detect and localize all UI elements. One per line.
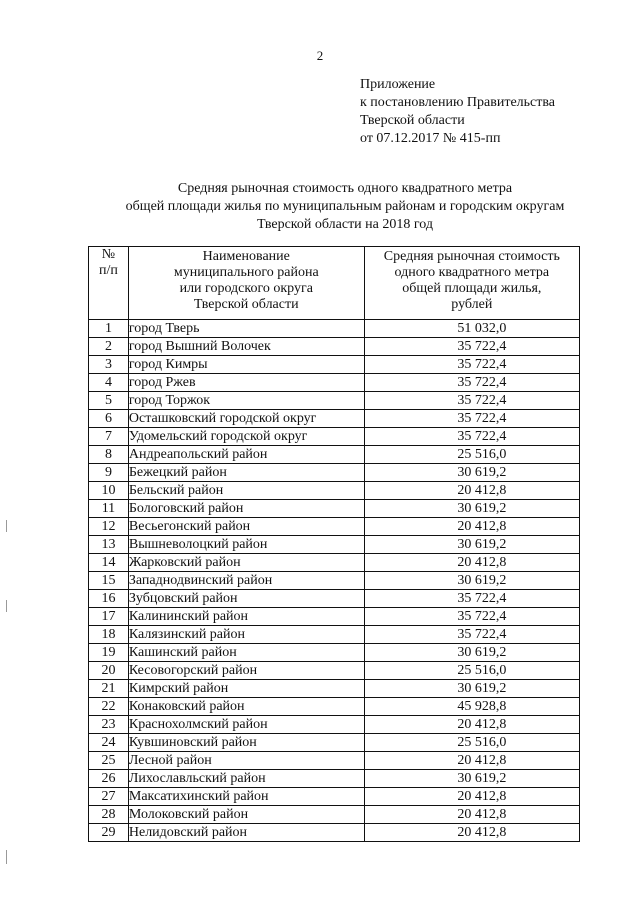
table-row <box>89 752 580 770</box>
price-value: 35 722,4 <box>457 392 507 408</box>
row-price-cell <box>364 752 579 770</box>
table-row <box>89 770 580 788</box>
appendix-block <box>360 76 555 148</box>
price-value: 25 516,0 <box>457 446 507 462</box>
table-row <box>89 428 580 446</box>
row-name-cell: Бежецкий район <box>128 464 364 482</box>
price-value: 30 619,2 <box>457 500 507 516</box>
row-price-cell <box>364 698 579 716</box>
header-text: Тверской области <box>193 297 299 312</box>
row-price-cell <box>364 626 579 644</box>
row-price-cell <box>364 320 579 338</box>
row-number-cell: 11 <box>89 500 129 518</box>
row-price-cell <box>364 356 579 374</box>
row-price-cell <box>364 464 579 482</box>
row-name-cell: Весьегонский район <box>128 518 364 536</box>
row-price-cell <box>364 338 579 356</box>
table-row <box>89 644 580 662</box>
table-row <box>89 716 580 734</box>
table-row <box>89 536 580 554</box>
header-price <box>364 247 579 320</box>
table-row <box>89 374 580 392</box>
table-row <box>89 338 580 356</box>
row-name-cell: Калязинский район <box>128 626 364 644</box>
price-value: 25 516,0 <box>457 662 507 678</box>
price-value: 20 412,8 <box>457 482 507 498</box>
row-price-cell <box>364 428 579 446</box>
row-price-cell <box>364 644 579 662</box>
row-number-cell: 2 <box>89 338 129 356</box>
row-number-cell: 17 <box>89 608 129 626</box>
table-header-row <box>89 247 580 320</box>
header-name <box>128 247 364 320</box>
row-number-cell: 4 <box>89 374 129 392</box>
table-row <box>89 482 580 500</box>
row-name-cell: Кесовогорский район <box>128 662 364 680</box>
row-name-cell: Жарковский район <box>128 554 364 572</box>
row-price-cell <box>364 734 579 752</box>
price-value: 20 412,8 <box>457 824 507 840</box>
row-name-cell: Кимрский район <box>128 680 364 698</box>
price-value: 20 412,8 <box>457 806 507 822</box>
price-value: 30 619,2 <box>457 680 507 696</box>
table-row <box>89 392 580 410</box>
row-price-cell <box>364 482 579 500</box>
scan-margin-mark <box>6 600 7 612</box>
row-price-cell <box>364 788 579 806</box>
row-number-cell: 24 <box>89 734 129 752</box>
row-price-cell <box>364 680 579 698</box>
row-number-cell: 7 <box>89 428 129 446</box>
row-name-cell: Кашинский район <box>128 644 364 662</box>
row-name-cell: Максатихинский район <box>128 788 364 806</box>
scan-margin-mark <box>6 520 7 532</box>
row-number-cell: 23 <box>89 716 129 734</box>
row-number-cell: 21 <box>89 680 129 698</box>
row-number-cell: 6 <box>89 410 129 428</box>
title-line: общей площади жилья по муниципальным районам и городским округам <box>125 199 565 214</box>
row-name-cell: Молоковский район <box>128 806 364 824</box>
row-number-cell: 20 <box>89 662 129 680</box>
row-price-cell <box>364 590 579 608</box>
row-name-cell: Зубцовский район <box>128 590 364 608</box>
price-value: 35 722,4 <box>457 356 507 372</box>
row-name-cell: Вышневолоцкий район <box>128 536 364 554</box>
price-value: 35 722,4 <box>457 608 507 624</box>
row-name-cell: Осташковский городской округ <box>128 410 364 428</box>
price-value: 20 412,8 <box>457 554 507 570</box>
row-number-cell: 15 <box>89 572 129 590</box>
row-number-cell: 27 <box>89 788 129 806</box>
table-row <box>89 626 580 644</box>
price-value: 35 722,4 <box>457 626 507 642</box>
row-number-cell: 13 <box>89 536 129 554</box>
row-price-cell <box>364 608 579 626</box>
title-line: Тверской области на 2018 год <box>256 217 433 232</box>
table-row <box>89 410 580 428</box>
row-name-cell: город Ржев <box>128 374 364 392</box>
price-value: 25 516,0 <box>457 734 507 750</box>
row-name-cell: Лесной район <box>128 752 364 770</box>
appendix-line: от 07.12.2017 № 415-пп <box>360 131 501 146</box>
price-value: 20 412,8 <box>457 716 507 732</box>
row-price-cell <box>364 446 579 464</box>
row-price-cell <box>364 770 579 788</box>
header-text: Наименование <box>202 249 290 264</box>
row-number-cell: 16 <box>89 590 129 608</box>
table-row <box>89 500 580 518</box>
table-row <box>89 356 580 374</box>
row-number-cell: 9 <box>89 464 129 482</box>
header-text: общей площади жилья, <box>402 281 542 296</box>
price-value: 51 032,0 <box>457 320 507 336</box>
row-price-cell <box>364 500 579 518</box>
price-value: 30 619,2 <box>457 572 507 588</box>
row-name-cell: город Вышний Волочек <box>128 338 364 356</box>
scan-margin-mark <box>6 850 7 864</box>
row-name-cell: Бельский район <box>128 482 364 500</box>
header-text: муниципального района <box>173 265 319 280</box>
row-name-cell: Нелидовский район <box>128 824 364 842</box>
header-text: или городского округа <box>179 281 313 296</box>
row-price-cell <box>364 572 579 590</box>
price-value: 35 722,4 <box>457 428 507 444</box>
table-row <box>89 824 580 842</box>
table-row <box>89 464 580 482</box>
price-value: 35 722,4 <box>457 410 507 426</box>
table-row <box>89 734 580 752</box>
price-value: 30 619,2 <box>457 770 507 786</box>
table-row <box>89 554 580 572</box>
row-name-cell: Западнодвинский район <box>128 572 364 590</box>
row-number-cell: 28 <box>89 806 129 824</box>
row-name-cell: Удомельский городской округ <box>128 428 364 446</box>
header-text: № <box>101 247 116 262</box>
price-value: 20 412,8 <box>457 752 507 768</box>
table-row <box>89 320 580 338</box>
price-value: 20 412,8 <box>457 518 507 534</box>
row-name-cell: Конаковский район <box>128 698 364 716</box>
row-number-cell: 5 <box>89 392 129 410</box>
header-num <box>89 247 129 320</box>
price-table <box>88 246 580 842</box>
price-value: 20 412,8 <box>457 788 507 804</box>
table-row <box>89 698 580 716</box>
row-name-cell: Краснохолмский район <box>128 716 364 734</box>
document-title <box>0 180 640 234</box>
row-price-cell <box>364 374 579 392</box>
appendix-line: Тверской области <box>360 113 465 128</box>
row-number-cell: 18 <box>89 626 129 644</box>
price-value: 30 619,2 <box>457 644 507 660</box>
table-row <box>89 608 580 626</box>
row-name-cell: город Торжок <box>128 392 364 410</box>
price-value: 30 619,2 <box>457 464 507 480</box>
row-number-cell: 3 <box>89 356 129 374</box>
table-row <box>89 518 580 536</box>
row-price-cell <box>364 518 579 536</box>
table-row <box>89 590 580 608</box>
row-price-cell <box>364 716 579 734</box>
row-price-cell <box>364 536 579 554</box>
table-row <box>89 680 580 698</box>
row-number-cell: 26 <box>89 770 129 788</box>
row-number-cell: 14 <box>89 554 129 572</box>
row-number-cell: 22 <box>89 698 129 716</box>
price-value: 35 722,4 <box>457 338 507 354</box>
header-text: одного квадратного метра <box>394 265 550 280</box>
row-price-cell <box>364 554 579 572</box>
row-name-cell: город Тверь <box>128 320 364 338</box>
row-number-cell: 19 <box>89 644 129 662</box>
row-name-cell: Лихославльский район <box>128 770 364 788</box>
table-row <box>89 446 580 464</box>
appendix-line: к постановлению Правительства <box>360 95 556 110</box>
row-number-cell: 12 <box>89 518 129 536</box>
header-text: Средняя рыночная стоимость <box>383 249 560 264</box>
page-number: 2 <box>316 48 324 63</box>
price-value: 35 722,4 <box>457 374 507 390</box>
table-row <box>89 662 580 680</box>
row-price-cell <box>364 824 579 842</box>
row-number-cell: 8 <box>89 446 129 464</box>
appendix-line: Приложение <box>360 77 436 92</box>
row-price-cell <box>364 806 579 824</box>
price-value: 45 928,8 <box>457 698 507 714</box>
row-name-cell: Кувшиновский район <box>128 734 364 752</box>
row-name-cell: город Кимры <box>128 356 364 374</box>
row-price-cell <box>364 410 579 428</box>
header-text: п/п <box>99 263 118 278</box>
price-value: 30 619,2 <box>457 536 507 552</box>
title-line: Средняя рыночная стоимость одного квадратного метра <box>177 181 513 196</box>
table-body <box>89 320 580 842</box>
row-price-cell <box>364 392 579 410</box>
row-price-cell <box>364 662 579 680</box>
table-row <box>89 788 580 806</box>
header-text: рублей <box>451 297 493 312</box>
row-number-cell: 10 <box>89 482 129 500</box>
price-value: 35 722,4 <box>457 590 507 606</box>
row-number-cell: 1 <box>89 320 129 338</box>
row-number-cell: 25 <box>89 752 129 770</box>
table-row <box>89 572 580 590</box>
table-row <box>89 806 580 824</box>
row-name-cell: Андреапольский район <box>128 446 364 464</box>
row-name-cell: Калининский район <box>128 608 364 626</box>
row-name-cell: Бологовский район <box>128 500 364 518</box>
row-number-cell: 29 <box>89 824 129 842</box>
